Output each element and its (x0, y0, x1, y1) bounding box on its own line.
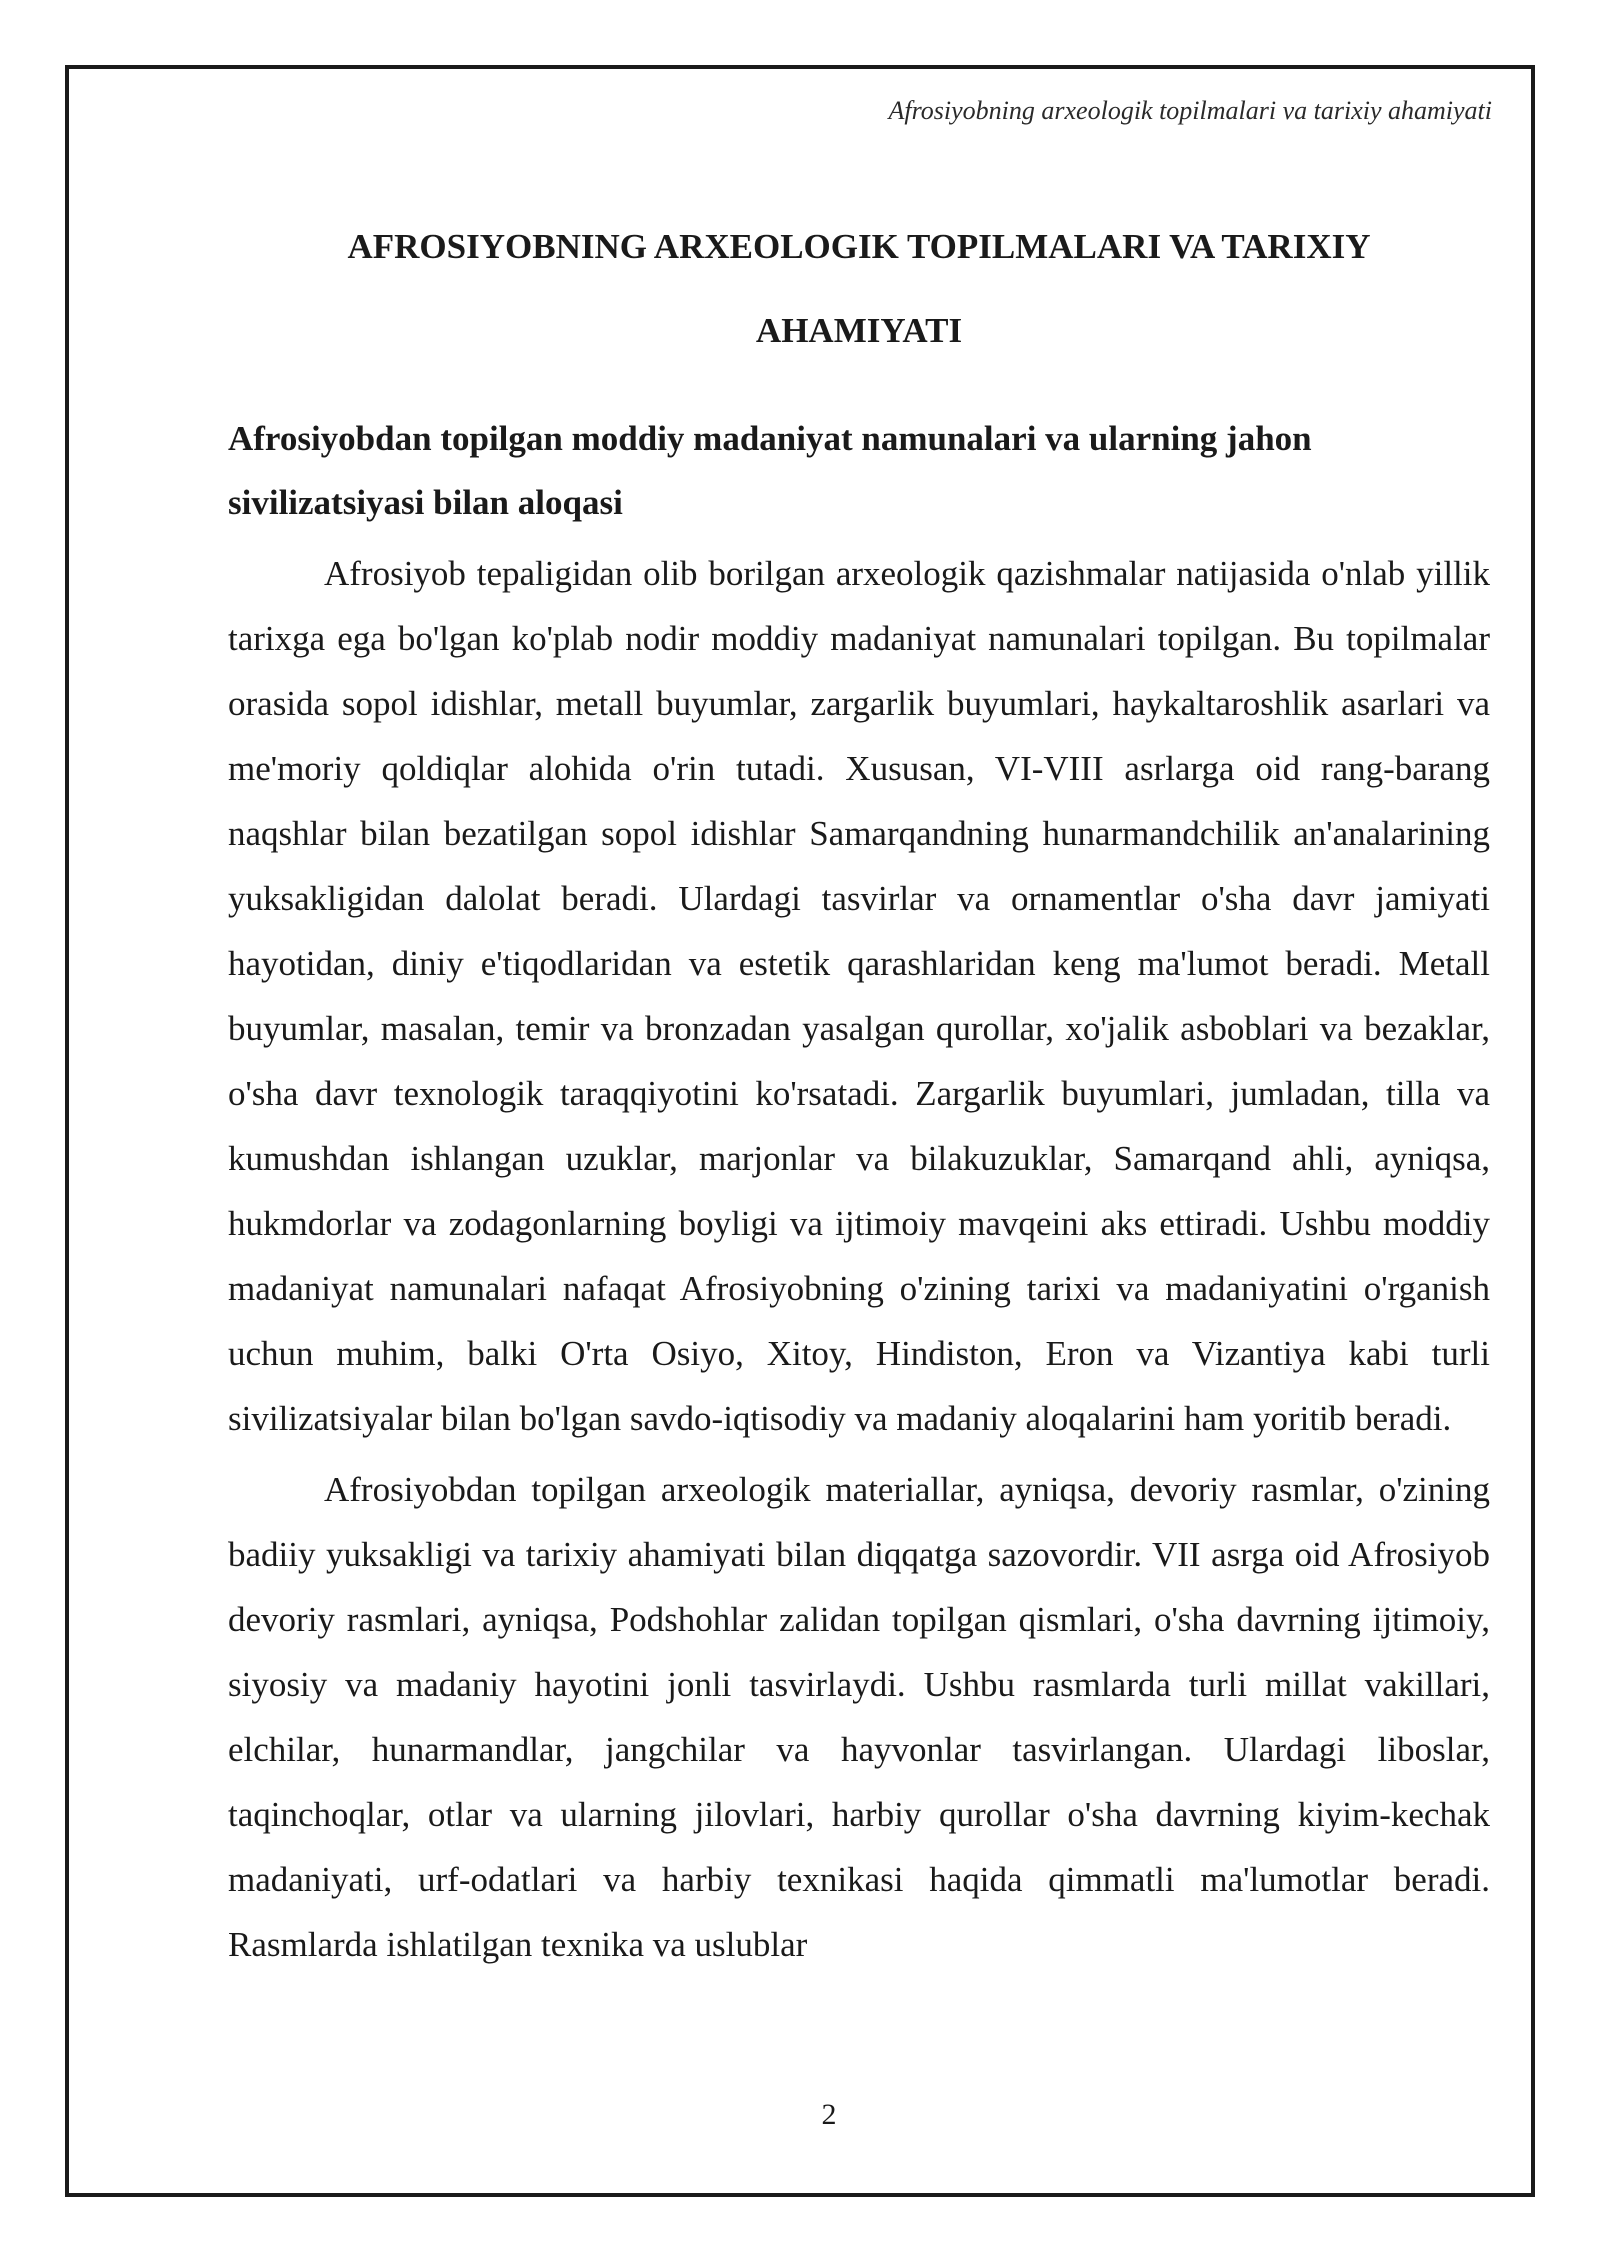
running-header: Afrosiyobning arxeologik topilmalari va tarixiy ahamiyati (888, 96, 1492, 125)
body-paragraph: Afrosiyobdan topilgan arxeologik materiallar, ayniqsa, devoriy rasmlar, o'zining badiiy yuksakligi va tarixiy ahamiyati bilan diqqatga sazovordir. VII asrga oid Afrosiyob devoriy rasmlari, ayniqsa, Podshohlar zalidan topilgan qismlari, o'sha davrning ijtimoiy, siyosiy va madaniy hayotini jonli tasvirlaydi. Ushbu rasmlarda turli millat vakillari, elchilar, hunarmandlar, jangchilar va hayvonlar tasvirlangan. Ulardagi liboslar, taqinchoqlar, otlar va ularning jilovlari, harbiy qurollar o'sha davrning kiyim-kechak madaniyati, urf-odatlari va harbiy texnikasi haqida qimmatli ma'lumotlar beradi. Rasmlarda ishlatilgan texnika va uslublar (228, 1470, 1490, 1964)
document-body (228, 205, 1490, 1977)
document-title: AFROSIYOBNING ARXEOLOGIK TOPILMALARI VA TARIXIY AHAMIYATI (347, 227, 1371, 350)
body-paragraph: Afrosiyob tepaligidan olib borilgan arxeologik qazishmalar natijasida o'nlab yillik tarixga ega bo'lgan ko'plab nodir moddiy madaniyat namunalari topilgan. Bu topilmalar orasida sopol idishlar, metall buyumlar, zargarlik buyumlari, haykaltaroshlik asarlari va me'moriy qoldiqlar alohida o'rin tutadi. Xususan, VI-VIII asrlarga oid rang-barang naqshlar bilan bezatilgan sopol idishlar Samarqandning hunarmandchilik an'analarining yuksakligidan dalolat beradi. Ulardagi tasvirlar va ornamentlar o'sha davr jamiyati hayotidan, diniy e'tiqodlaridan va estetik qarashlaridan keng ma'lumot beradi. Metall buyumlar, masalan, temir va bronzadan yasalgan qurollar, xo'jalik asboblari va bezaklar, o'sha davr texnologik taraqqiyotini ko'rsatadi. Zargarlik buyumlari, jumladan, tilla va kumushdan ishlangan uzuklar, marjonlar va bilakuzuklar, Samarqand ahli, ayniqsa, hukmdorlar va zodagonlarning boyligi va ijtimoiy mavqeini aks ettiradi. Ushbu moddiy madaniyat namunalari nafaqat Afrosiyobning o'zining tarixi va madaniyatini o'rganish uchun muhim, balki O'rta Osiyo, Xitoy, Hindiston, Eron va Vizantiya kabi turli sivilizatsiyalar bilan bo'lgan savdo-iqtisodiy va madaniy aloqalarini ham yoritib beradi. (228, 554, 1490, 1438)
section-heading: Afrosiyobdan topilgan moddiy madaniyat namunalari va ularning jahon sivilizatsiyasi bilan aloqasi (228, 419, 1312, 522)
page-number: 2 (821, 2098, 837, 2131)
